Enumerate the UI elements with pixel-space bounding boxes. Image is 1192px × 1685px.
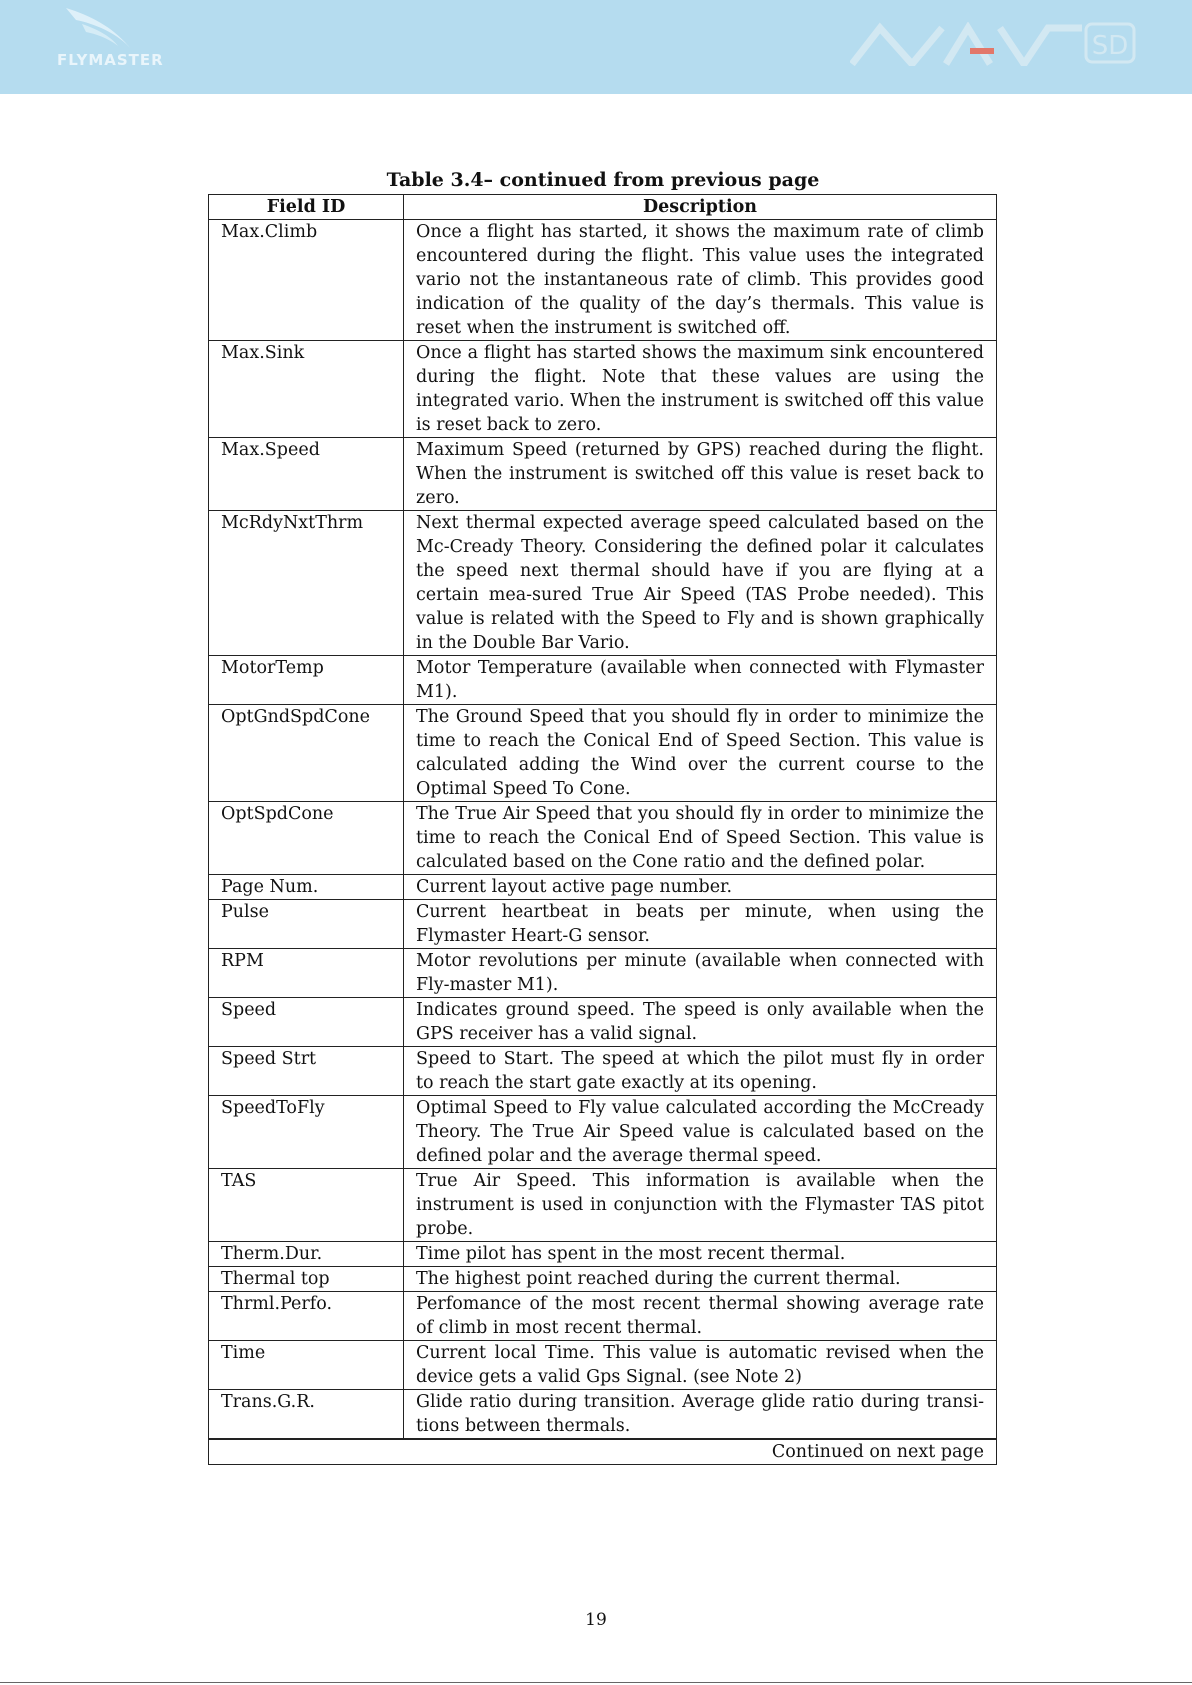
continued-note: Continued on next page: [209, 1439, 997, 1465]
description-cell: Motor Temperature (available when connected with Flymaster M1).: [404, 656, 997, 705]
table-row: [209, 341, 997, 438]
description-cell: Optimal Speed to Fly value calculated according the McCready Theory. The True Air Speed value is calculated based on the defined polar and the average thermal speed.: [404, 1096, 997, 1169]
field-id-cell: Max.Speed: [209, 438, 404, 511]
description-cell: Next thermal expected average speed calculated based on the Mc-Cready Theory. Considering the defined polar it calculates the speed next thermal should have if you are flying at a certain mea-sured True Air Speed (TAS Probe needed). This value is related with the Speed to Fly and is shown graphically in the Double Bar Vario.: [404, 511, 997, 656]
table-row: [209, 949, 997, 998]
description-cell: The True Air Speed that you should fly in order to minimize the time to reach the Conical End of Speed Section. This value is calculated based on the Cone ratio and the defined polar.: [404, 802, 997, 875]
field-id-cell: MotorTemp: [209, 656, 404, 705]
brand-name: FLYMASTER: [57, 51, 164, 69]
field-id-cell: RPM: [209, 949, 404, 998]
description-cell: Glide ratio during transition. Average glide ratio during transi-tions between thermals.: [404, 1390, 997, 1440]
nav-sd-logo-icon: [850, 22, 1140, 66]
description-cell: The Ground Speed that you should fly in order to minimize the time to reach the Conical End of Speed Section. This value is calculated adding the Wind over the current course to the Optimal Speed To Cone.: [404, 705, 997, 802]
table-row: [209, 875, 997, 900]
field-id-cell: Page Num.: [209, 875, 404, 900]
table-row: [209, 900, 997, 949]
table-body: [209, 220, 997, 1440]
table-row: [209, 1390, 997, 1440]
field-id-cell: OptSpdCone: [209, 802, 404, 875]
page-number: 19: [585, 1610, 607, 1630]
table-row: [209, 705, 997, 802]
product-badge: SD: [1091, 31, 1129, 61]
field-id-cell: Therm.Dur.: [209, 1242, 404, 1267]
continued-row: [209, 1439, 997, 1465]
field-id-cell: Thrml.Perfo.: [209, 1292, 404, 1341]
page-header: [0, 0, 1192, 94]
description-cell: Once a flight has started shows the maximum sink encountered during the flight. Note that these values are using the integrated vario. When the instrument is switched off this value is reset back to zero.: [404, 341, 997, 438]
field-id-cell: OptGndSpdCone: [209, 705, 404, 802]
description-cell: Current heartbeat in beats per minute, when using the Flymaster Heart-G sensor.: [404, 900, 997, 949]
field-id-cell: McRdyNxtThrm: [209, 511, 404, 656]
description-cell: Perfomance of the most recent thermal showing average rate of climb in most recent thermal.: [404, 1292, 997, 1341]
table-row: [209, 1169, 997, 1242]
description-cell: Speed to Start. The speed at which the pilot must fly in order to reach the start gate exactly at its opening.: [404, 1047, 997, 1096]
field-id-cell: Pulse: [209, 900, 404, 949]
table-header-row: [209, 195, 997, 220]
field-id-cell: Thermal top: [209, 1267, 404, 1292]
field-id-cell: Speed Strt: [209, 1047, 404, 1096]
table-row: [209, 220, 997, 341]
description-cell: Motor revolutions per minute (available when connected with Fly-master M1).: [404, 949, 997, 998]
column-header-field-id: Field ID: [209, 195, 404, 220]
description-cell: Indicates ground speed. The speed is only available when the GPS receiver has a valid signal.: [404, 998, 997, 1047]
description-cell: The highest point reached during the current thermal.: [404, 1267, 997, 1292]
field-id-cell: Time: [209, 1341, 404, 1390]
table-row: [209, 802, 997, 875]
table-row: [209, 656, 997, 705]
field-id-cell: Speed: [209, 998, 404, 1047]
description-cell: True Air Speed. This information is available when the instrument is used in conjunction with the Flymaster TAS pitot probe.: [404, 1169, 997, 1242]
footer-divider: [0, 1682, 1192, 1683]
description-cell: Current layout active page number.: [404, 875, 997, 900]
field-id-table: [208, 194, 997, 1465]
table-row: [209, 438, 997, 511]
description-cell: Once a flight has started, it shows the maximum rate of climb encountered during the flight. This value uses the integrated vario not the instantaneous rate of climb. This provides good indication of the quality of the day’s thermals. This value is reset when the instrument is switched off.: [404, 220, 997, 341]
description-cell: Maximum Speed (returned by GPS) reached during the flight. When the instrument is switched off this value is reset back to zero.: [404, 438, 997, 511]
description-cell: Time pilot has spent in the most recent thermal.: [404, 1242, 997, 1267]
field-id-cell: TAS: [209, 1169, 404, 1242]
field-id-cell: SpeedToFly: [209, 1096, 404, 1169]
table-row: [209, 1096, 997, 1169]
table-row: [209, 998, 997, 1047]
column-header-description: Description: [404, 195, 997, 220]
table-caption: Table 3.4– continued from previous page: [386, 169, 820, 191]
table-row: [209, 511, 997, 656]
description-cell: Current local Time. This value is automatic revised when the device gets a valid Gps Signal. (see Note 2): [404, 1341, 997, 1390]
field-id-cell: Trans.G.R.: [209, 1390, 404, 1440]
table-row: [209, 1292, 997, 1341]
field-id-cell: Max.Climb: [209, 220, 404, 341]
table-row: [209, 1267, 997, 1292]
table-row: [209, 1242, 997, 1267]
table-row: [209, 1341, 997, 1390]
table-row: [209, 1047, 997, 1096]
field-id-cell: Max.Sink: [209, 341, 404, 438]
